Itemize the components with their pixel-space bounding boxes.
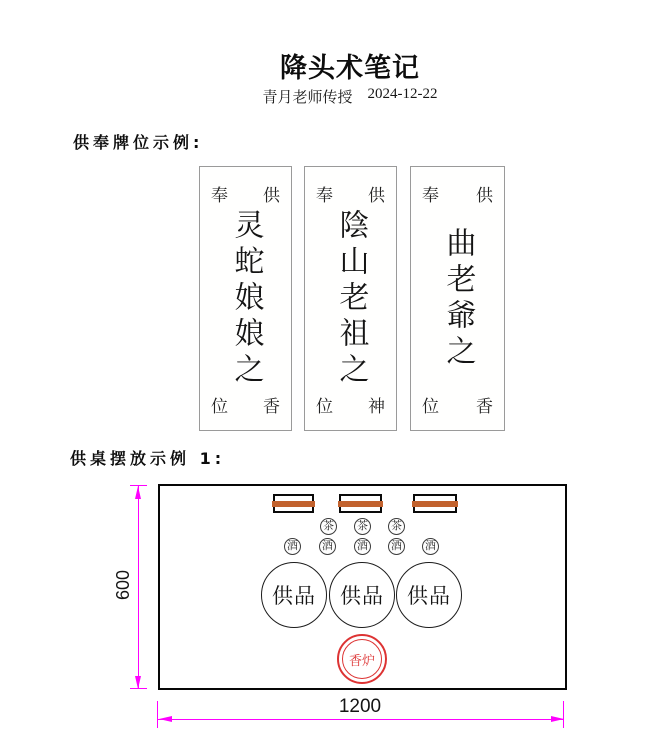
tablet-bottom-row: [316, 392, 385, 417]
tablet-bottom-left-char: 位: [211, 397, 228, 416]
offering-plate: 供品: [396, 562, 462, 628]
page-subtitle: [39, 86, 661, 107]
arrow-up-icon: [135, 486, 141, 499]
width-dimension-line: [158, 719, 564, 720]
wine-cup: 酒: [284, 538, 301, 555]
tablet-stand-bar: [272, 501, 315, 507]
tablet-bottom-right-char: 神: [368, 397, 385, 416]
subtitle-author: 青月老师传授: [262, 90, 353, 106]
tablet-top-left-char: 奉: [422, 186, 439, 205]
tablet-center-area: [316, 206, 385, 392]
wine-cup: 酒: [388, 538, 405, 555]
offering-plate: 供品: [329, 562, 395, 628]
memorial-tablet-snake-goddess: [199, 166, 292, 431]
tablet-stand: [273, 494, 314, 513]
tablet-center-area: [211, 206, 280, 392]
tea-cup: 茶: [388, 518, 405, 535]
altar-section-label: 供桌摆放示例 1:: [70, 449, 226, 468]
width-dimension-tick-right: [563, 701, 564, 728]
arrow-down-icon: [135, 676, 141, 689]
incense-burner-label: 香炉: [342, 639, 382, 679]
tablet-top-right-char: 供: [263, 186, 280, 205]
height-dimension-line: [138, 485, 139, 689]
tablet-center-text: 陰山老祖之: [334, 209, 368, 389]
tablet-top-right-char: 供: [476, 186, 493, 205]
memorial-tablet-yinshan-ancestor: [304, 166, 397, 431]
tablet-top-left-char: 奉: [211, 186, 228, 205]
tablet-bottom-right-char: 香: [263, 397, 280, 416]
wine-cup: 酒: [422, 538, 439, 555]
arrow-right-icon: [551, 716, 564, 722]
table-width-value: 1200: [338, 696, 382, 717]
tea-cup: 茶: [320, 518, 337, 535]
page-title: 降头术笔记: [280, 53, 420, 83]
tablet-stand-bar: [412, 501, 458, 507]
arrow-left-icon: [159, 716, 172, 722]
memorial-tablet-master-qu: [410, 166, 505, 431]
width-dimension-tick-left: [157, 701, 158, 728]
tea-cup: 茶: [354, 518, 371, 535]
incense-burner: [337, 634, 387, 684]
tablet-center-text: 灵蛇娘娘之: [229, 209, 263, 389]
tablet-stand: [413, 494, 457, 513]
subtitle-date: 2024-12-22: [367, 86, 438, 102]
tablet-center-text: 曲老爺之: [441, 227, 475, 371]
wine-cup: 酒: [354, 538, 371, 555]
tablet-top-row: [316, 181, 385, 206]
tablet-top-row: [422, 181, 493, 206]
tablet-stand: [339, 494, 382, 513]
tablet-bottom-row: [422, 392, 493, 417]
tablet-bottom-left-char: 位: [316, 397, 333, 416]
tablet-center-area: [422, 206, 493, 392]
wine-cup: 酒: [319, 538, 336, 555]
tablet-bottom-left-char: 位: [422, 397, 439, 416]
altar-table-outline: [158, 484, 567, 690]
tablet-stand-bar: [338, 501, 383, 507]
table-depth-value: 600: [113, 569, 133, 601]
tablet-top-right-char: 供: [368, 186, 385, 205]
tablet-bottom-right-char: 香: [476, 397, 493, 416]
tablet-bottom-row: [211, 392, 280, 417]
tablets-section-label: 供奉牌位示例:: [73, 133, 204, 152]
tablet-top-row: [211, 181, 280, 206]
offering-plate: 供品: [261, 562, 327, 628]
tablet-top-left-char: 奉: [316, 186, 333, 205]
